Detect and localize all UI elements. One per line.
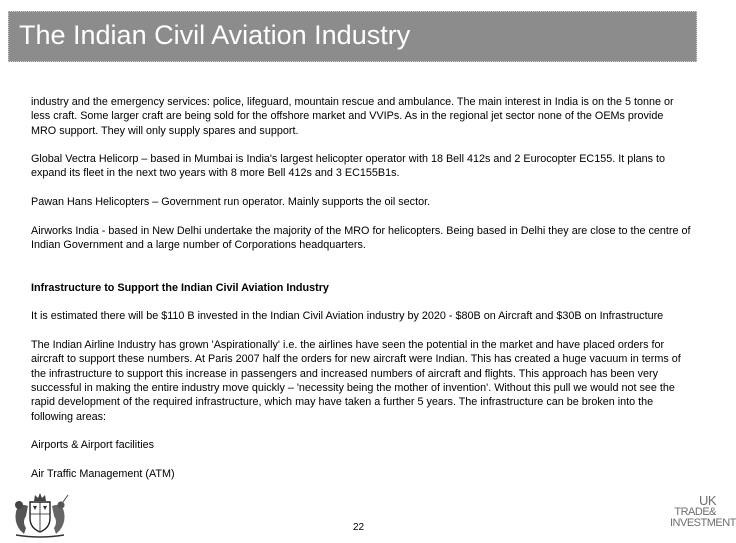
list-item-atm: Air Traffic Management (ATM) bbox=[31, 467, 175, 480]
paragraph-airworks: Airworks India - based in New Delhi undertake the majority of the MRO for helicopters. Being based in Delhi they are close to the centre of Indian Government and a large number of Corporations headquarters. bbox=[31, 224, 691, 251]
section-heading-infrastructure: Infrastructure to Support the Indian Civil Aviation Industry bbox=[31, 281, 329, 294]
slide-title-bar bbox=[8, 11, 697, 62]
paragraph-global-vectra: Global Vectra Helicorp – based in Mumbai is India's largest helicopter operator with 18 Bell 412s and 2 Eurocopter EC155. It plans to expand its fleet in the next two years with 8 more Bell 412s and 3 EC155B1s. bbox=[31, 153, 666, 180]
ukti-logo bbox=[670, 493, 736, 538]
paragraph-airline-growth: The Indian Airline Industry has grown 'Aspirationally' i.e. the airlines have seen the potential in the market and have placed orders for aircraft to support these numbers. At Paris 2007 half the orders for new aircraft were Indian. This has created a huge vacuum in terms of the infrastructure to support this increase in passengers and increased numbers of aircraft and flights. This approach has been very successful in making the entire industry move quickly – 'necessity being the mother of invention'. Without this pull we would not see the rapid development of the required infrastructure, which may have taken a further 5 years. The infrastructure can be broken into the following areas: bbox=[31, 339, 681, 423]
logo-line-uk: UK bbox=[698, 493, 716, 508]
list-item-airports: Airports & Airport facilities bbox=[31, 439, 155, 452]
royal-crest-logo bbox=[4, 492, 76, 538]
crest-icon bbox=[4, 492, 76, 538]
slide-title: The Indian Civil Aviation Industry bbox=[19, 20, 411, 50]
slide-body bbox=[31, 95, 691, 495]
paragraph-pawan-hans: Pawan Hans Helicopters – Government run operator. Mainly supports the oil sector. bbox=[31, 196, 431, 209]
paragraph-emergency-services: industry and the emergency services: police, lifeguard, mountain rescue and ambulance. The main interest in India is on the 5 tonne or less craft. Some larger craft are being sold for the offshore market and VVIPs. As in the regional jet sector none of the OEMs provide MRO support. They will only supply spares and support. bbox=[31, 96, 674, 137]
page-number: 22 bbox=[353, 522, 365, 533]
logo-line-investment: INVESTMENT bbox=[670, 517, 736, 529]
logo-line-trade: TRADE& bbox=[674, 506, 716, 518]
paragraph-investment: It is estimated there will be $110 B invested in the Indian Civil Aviation industry by 2020 - $80B on Aircraft and $30B on Infrastructure bbox=[31, 310, 664, 323]
